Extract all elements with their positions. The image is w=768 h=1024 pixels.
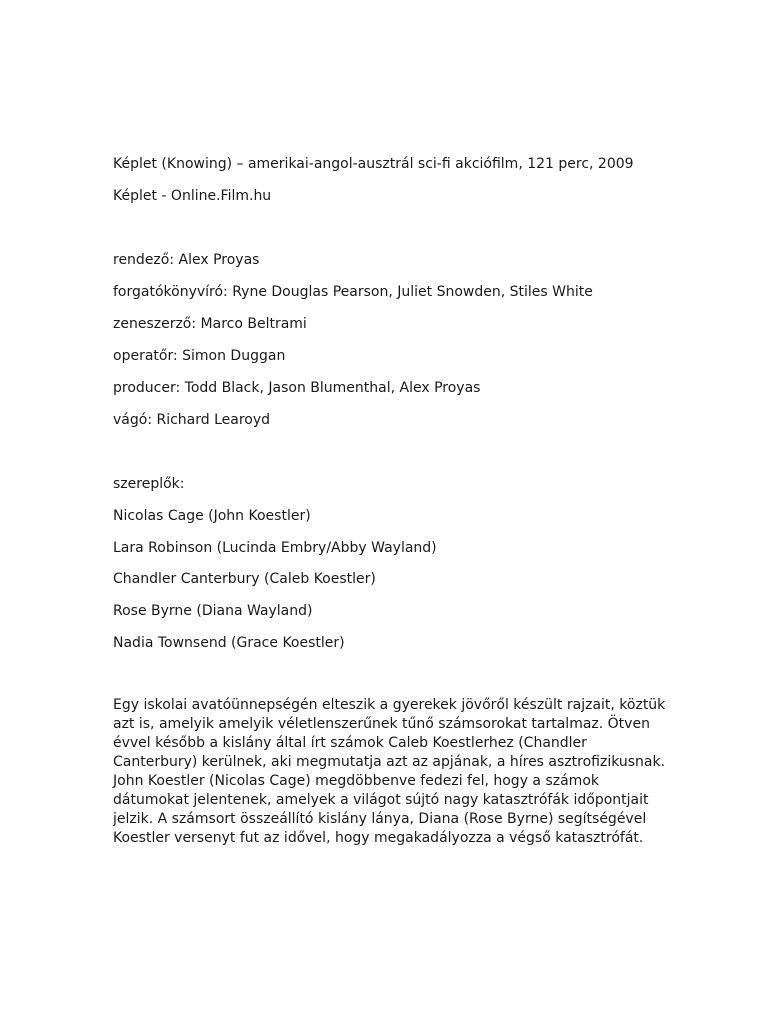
crew-composer: zeneszerző: Marco Beltrami <box>113 316 307 332</box>
synopsis-paragraph: Egy iskolai avatóünnepségén elteszik a gyerekek jövőről készült rajzait, köztük azt is, amelyik amelyik véletlenszerűnek tűnő számsorokat tartalmaz. Ötven évvel később a kislány által írt számok Caleb Koestlerhez (Chandler Canterbury) kerülnek, aki megmutatja azt az apjának, a híres asztrofizikusnak. John Koestler (Nicolas Cage) megdöbbenve fedezi fel, hogy a számok dátumokat jelentenek, amelyek a világot sújtó nagy katasztrófák időpontjait jelzik. A számsort összeállító kislány lánya, Diana (Rose Byrne) segítségével Koestler versenyt fut az idővel, hogy megakadályozza a végső katasztrófát. <box>113 697 666 846</box>
cast-item: Chandler Canterbury (Caleb Koestler) <box>113 571 376 587</box>
cast-item: Nadia Townsend (Grace Koestler) <box>113 635 345 651</box>
cast-heading: szereplők: <box>113 476 185 492</box>
crew-writers: forgatókönyvíró: Ryne Douglas Pearson, Juliet Snowden, Stiles White <box>113 284 593 300</box>
cast-item: Lara Robinson (Lucinda Embry/Abby Wayland) <box>113 540 437 556</box>
cast-item: Nicolas Cage (John Koestler) <box>113 508 311 524</box>
film-title-line: Képlet (Knowing) – amerikai-angol-ausztrál sci-fi akciófilm, 121 perc, 2009 <box>113 156 634 172</box>
crew-editor: vágó: Richard Learoyd <box>113 412 271 428</box>
source-line: Képlet - Online.Film.hu <box>113 188 272 204</box>
crew-cinematographer: operatőr: Simon Duggan <box>113 348 286 364</box>
crew-producer: producer: Todd Black, Jason Blumenthal, Alex Proyas <box>113 380 481 396</box>
crew-director: rendező: Alex Proyas <box>113 252 260 268</box>
cast-item: Rose Byrne (Diana Wayland) <box>113 603 313 619</box>
